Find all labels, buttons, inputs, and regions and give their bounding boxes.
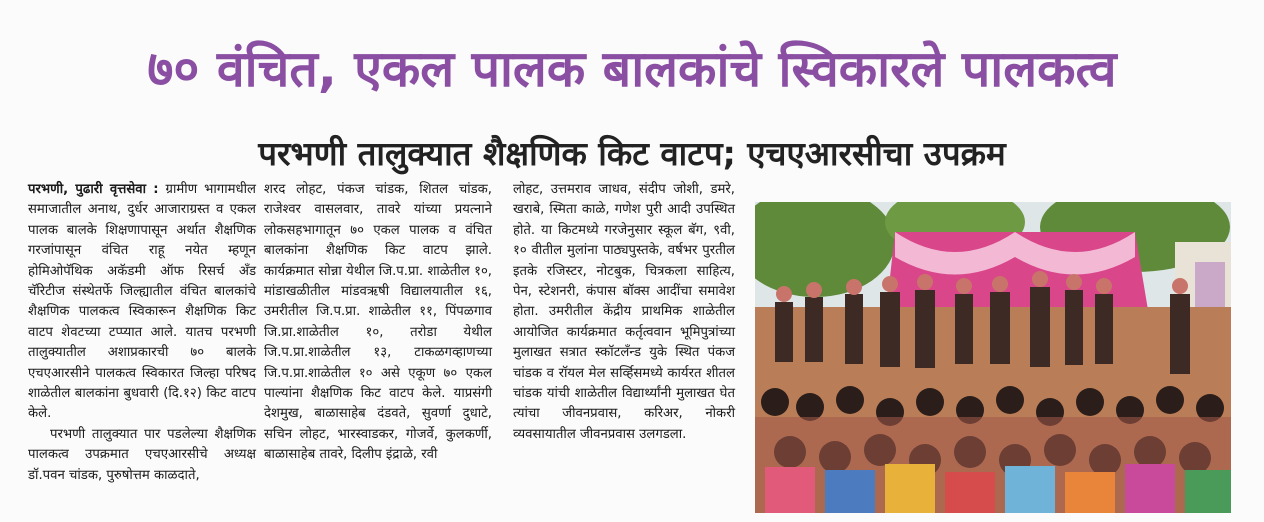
- article-column-2: [264, 180, 492, 466]
- subheadline: परभणी तालुक्यात शैक्षणिक किट वाटप; एचएआरसीचा उपक्रम: [258, 134, 1006, 173]
- article-column-1: [28, 180, 256, 486]
- article-column-2-text: शरद लोहट, पंकज चांडक, शितल चांडक, राजेश्वर वासलवार, तावरे यांच्या प्रयत्नाने लोकसहभागातून ७० एकल पालक व वंचित बालकांना शैक्षणिक किट वाटप झाले. कार्यक्रमात सोन्ना येथील जि.प.प्रा. शाळेतील १०, मांडाखळीतील मांडवऋषी विद्यालयातील १६, उमरीतील जि.प.प्रा. शाळेतील ११, पिंपळगाव जि.प्रा.शाळेतील १०, तरोडा येथील जि.प.प्रा.शाळेतील १३, टाकळगव्हाणच्या जि.प.प्रा.शाळेतील १० असे एकूण ७० एकल पाल्यांना शैक्षणिक किट वाटप केले. याप्रसंगी देशमुख, बाळासाहेब दंडवते, सुवर्णा दुधाटे, सचिन लोहट, भारस्वाडकर, गोजर्वे, कुलकर्णी, बाळासाहेब तावरे, दिलीप इंद्राळे, रवी: [264, 182, 492, 463]
- article-paragraph-1: ग्रामीण भागामधील समाजातील अनाथ, दुर्धर आजाराग्रस्त व एकल पालक बालके शिक्षणापासून अर्थात शैक्षणिक गरजांपासून वंचित राहू नयेत म्हणून होमिओपॅथिक अकॅडमी ऑफ रिसर्च अँड चॅरिटीज संस्थेतर्फे जिल्ह्यातील वंचित बालकांचे शैक्षणिक पालकत्व स्विकारून शैक्षणिक किट वाटप शेवटच्या टप्प्यात आले. यातच परभणी तालुक्यातील अशाप्रकारची ७० बालके एचएआरसीने पालकत्व स्विकारत जिल्हा परिषद शाळेतील बालकांना बुधवारी (दि.१२) किट वाटप केले.: [28, 182, 256, 422]
- article-column-3: [513, 180, 735, 445]
- event-photo: [755, 202, 1231, 513]
- headline: ७० वंचित, एकल पालक बालकांचे स्विकारले पालकत्व: [147, 40, 1117, 98]
- article-column-3-text: लोहट, उत्तमराव जाधव, संदीप जोशी, डमरे, खराबे, स्मिता काळे, गणेश पुरी आदी उपस्थित होते. या किटमध्ये गरजेनुसार स्कूल बॅग, ९वी, १० वीतील मुलांना पाठ्यपुस्तके, वर्षभर पुरतील इतके रजिस्टर, नोटबुक, चित्रकला साहित्य, पेन, स्टेशनरी, कंपास बॉक्स आदींचा समावेश होता. उमरीतील केंद्रीय प्राथमिक शाळेतील आयोजित कार्यक्रमात कर्तृत्ववान भूमिपुत्रांच्या मुलाखत सत्रात स्कॉटलँन्ड युके स्थित पंकज चांडक व रॉयल मेल सर्व्हिसमध्ये कार्यरत शीतल चांडक यांची शाळेतील विद्यार्थ्यांनी मुलाखत घेत त्यांचा जीवनप्रवास, करिअर, नोकरी व्यवसायातील जीवनप्रवास उलगडला.: [513, 182, 735, 442]
- article-paragraph-2: परभणी तालुक्यात पार पडलेल्या शैक्षणिक पालकत्व उपक्रमात एचएआरसीचे अध्यक्ष डॉ.पवन चांडक, पुरुषोत्तम काळदाते,: [28, 426, 256, 483]
- event-photo-illustration: [755, 202, 1231, 513]
- byline: परभणी, पुढारी वृत्तसेवा :: [28, 182, 159, 197]
